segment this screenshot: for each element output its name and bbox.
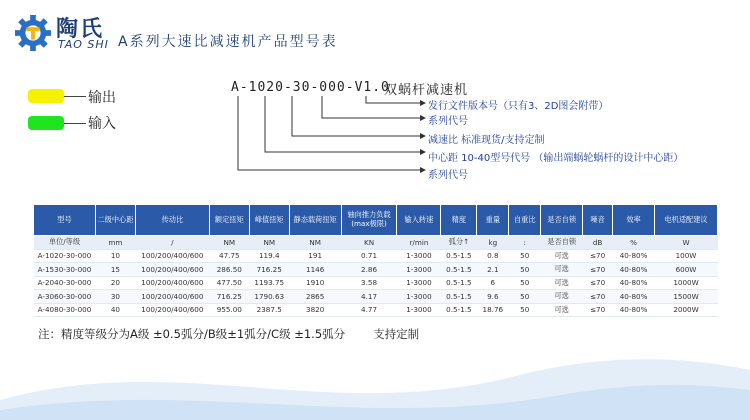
table-cell: 100/200/400/600 bbox=[135, 249, 209, 263]
table-cell: 2387.5 bbox=[249, 303, 289, 317]
column-header: 是否自锁 bbox=[541, 205, 583, 236]
column-header: 自重比 bbox=[509, 205, 541, 236]
brand-name-en: TAO SHI bbox=[58, 38, 109, 51]
model-code: A-1020-30-000-V1.0 bbox=[231, 80, 390, 95]
table-cell: 4.17 bbox=[341, 290, 397, 304]
unit-cell: dB bbox=[583, 236, 613, 250]
unit-cell: : bbox=[509, 236, 541, 250]
custom-note: 支持定制 bbox=[373, 327, 420, 341]
code-desc-version: 发行文件版本号（只有3、2D图会附带） bbox=[428, 101, 609, 112]
table-cell: 1790.63 bbox=[249, 290, 289, 304]
column-header: 重量 bbox=[477, 205, 509, 236]
table-cell: A-3060-30-000 bbox=[34, 290, 96, 304]
unit-cell: mm bbox=[95, 236, 135, 250]
code-desc-ratio: 减速比 标准现货/支持定制 bbox=[428, 135, 545, 146]
table-cell: 50 bbox=[509, 276, 541, 290]
table-cell: A-2040-30-000 bbox=[34, 276, 96, 290]
table-header-row bbox=[34, 205, 718, 236]
table-cell: 40 bbox=[95, 303, 135, 317]
table-cell: 716.25 bbox=[249, 263, 289, 277]
column-header: 传动比 bbox=[135, 205, 209, 236]
unit-cell: NM bbox=[209, 236, 249, 250]
column-header: 输入转速 bbox=[397, 205, 441, 236]
table-cell: 可选 bbox=[541, 290, 583, 304]
table-cell: 286.50 bbox=[209, 263, 249, 277]
table-cell: ≤70 bbox=[583, 290, 613, 304]
column-header: 额定扭矩 bbox=[209, 205, 249, 236]
table-cell: 2000W bbox=[655, 303, 718, 317]
table-cell: 100/200/400/600 bbox=[135, 290, 209, 304]
column-header: 静态载荷扭矩 bbox=[289, 205, 341, 236]
table-cell: 191 bbox=[289, 249, 341, 263]
table-cell: 1-3000 bbox=[397, 249, 441, 263]
unit-cell: / bbox=[135, 236, 209, 250]
table-cell: 0.8 bbox=[477, 249, 509, 263]
table-cell: 10 bbox=[95, 249, 135, 263]
code-desc-series: 系列代号 bbox=[428, 170, 468, 181]
table-cell: 0.5-1.5 bbox=[441, 263, 477, 277]
table-cell: 1910 bbox=[289, 276, 341, 290]
code-desc-series-suffix: 系列代号 bbox=[428, 116, 468, 127]
table-cell: 15 bbox=[95, 263, 135, 277]
table-cell: 可选 bbox=[541, 249, 583, 263]
table-cell: 50 bbox=[509, 290, 541, 304]
column-header: 噪音 bbox=[583, 205, 613, 236]
table-unit-row bbox=[34, 236, 718, 250]
table-cell: 1-3000 bbox=[397, 290, 441, 304]
spec-table bbox=[33, 204, 718, 317]
table-cell: ≤70 bbox=[583, 263, 613, 277]
table-cell: 0.5-1.5 bbox=[441, 276, 477, 290]
column-header: 型号 bbox=[34, 205, 96, 236]
column-header: 峰值扭矩 bbox=[249, 205, 289, 236]
table-cell: 50 bbox=[509, 303, 541, 317]
table-cell: A-4080-30-000 bbox=[34, 303, 96, 317]
table-cell: 6 bbox=[477, 276, 509, 290]
table-cell: 0.5-1.5 bbox=[441, 290, 477, 304]
unit-cell: kg bbox=[477, 236, 509, 250]
table-cell: A-1020-30-000 bbox=[34, 249, 96, 263]
table-cell: 1-3000 bbox=[397, 303, 441, 317]
unit-cell: NM bbox=[249, 236, 289, 250]
table-cell: 100/200/400/600 bbox=[135, 263, 209, 277]
table-row bbox=[34, 276, 718, 290]
table-cell: 955.00 bbox=[209, 303, 249, 317]
table-cell: 1000W bbox=[655, 276, 718, 290]
table-row bbox=[34, 249, 718, 263]
table-cell: 30 bbox=[95, 290, 135, 304]
footnote bbox=[38, 326, 419, 342]
unit-cell: KN bbox=[341, 236, 397, 250]
table-cell: 1500W bbox=[655, 290, 718, 304]
unit-cell: 单位/等级 bbox=[34, 236, 96, 250]
table-cell: 119.4 bbox=[249, 249, 289, 263]
table-cell: ≤70 bbox=[583, 276, 613, 290]
table-cell: 716.25 bbox=[209, 290, 249, 304]
table-cell: 40-80% bbox=[613, 290, 655, 304]
table-cell: 0.5-1.5 bbox=[441, 303, 477, 317]
decorative-wave bbox=[0, 330, 750, 420]
table-row bbox=[34, 290, 718, 304]
table-cell: 1146 bbox=[289, 263, 341, 277]
precision-note: 注：精度等级分为A级 ±0.5弧分/B级±1弧分/C级 ±1.5弧分 bbox=[38, 327, 346, 341]
table-cell: 可选 bbox=[541, 263, 583, 277]
table-cell: 50 bbox=[509, 263, 541, 277]
column-header: 精度 bbox=[441, 205, 477, 236]
table-cell: 100W bbox=[655, 249, 718, 263]
table-cell: 477.50 bbox=[209, 276, 249, 290]
table-cell: 2865 bbox=[289, 290, 341, 304]
table-row bbox=[34, 303, 718, 317]
table-cell: 0.5-1.5 bbox=[441, 249, 477, 263]
table-cell: 47.75 bbox=[209, 249, 249, 263]
table-cell: 1193.75 bbox=[249, 276, 289, 290]
column-header: 电机适配建议 bbox=[655, 205, 718, 236]
unit-cell: % bbox=[613, 236, 655, 250]
table-cell: 100/200/400/600 bbox=[135, 276, 209, 290]
table-cell: 可选 bbox=[541, 303, 583, 317]
table-cell: 4.77 bbox=[341, 303, 397, 317]
page-title: A系列大速比减速机产品型号表 bbox=[118, 34, 338, 50]
table-cell: 40-80% bbox=[613, 249, 655, 263]
table-cell: 40-80% bbox=[613, 303, 655, 317]
model-name: 双蜗杆减速机 bbox=[384, 83, 469, 98]
output-label: 输出 bbox=[88, 90, 116, 106]
table-cell: 1-3000 bbox=[397, 276, 441, 290]
column-header: 轴向推力负载 (max极限) bbox=[341, 205, 397, 236]
brand-name-cn: 陶氏 bbox=[56, 17, 105, 42]
table-cell: ≤70 bbox=[583, 249, 613, 263]
unit-cell: W bbox=[655, 236, 718, 250]
table-cell: ≤70 bbox=[583, 303, 613, 317]
table-cell: 20 bbox=[95, 276, 135, 290]
table-cell: 100/200/400/600 bbox=[135, 303, 209, 317]
table-cell: 40-80% bbox=[613, 263, 655, 277]
table-cell: 40-80% bbox=[613, 276, 655, 290]
table-cell: 2.86 bbox=[341, 263, 397, 277]
table-cell: 18.76 bbox=[477, 303, 509, 317]
unit-cell: 是否自锁 bbox=[541, 236, 583, 250]
code-desc-center-distance: 中心距 10-40型号代号 （输出端蜗轮蜗杆的设计中心距） bbox=[428, 153, 684, 164]
input-label: 输入 bbox=[88, 116, 116, 132]
unit-cell: 弧分↑ bbox=[441, 236, 477, 250]
table-cell: 9.6 bbox=[477, 290, 509, 304]
unit-cell: NM bbox=[289, 236, 341, 250]
unit-cell: r/min bbox=[397, 236, 441, 250]
table-row bbox=[34, 263, 718, 277]
column-header: 二级中心距 bbox=[95, 205, 135, 236]
table-cell: 1-3000 bbox=[397, 263, 441, 277]
table-cell: 0.71 bbox=[341, 249, 397, 263]
table-cell: A-1530-30-000 bbox=[34, 263, 96, 277]
table-cell: 600W bbox=[655, 263, 718, 277]
column-header: 效率 bbox=[613, 205, 655, 236]
table-cell: 3.58 bbox=[341, 276, 397, 290]
table-cell: 可选 bbox=[541, 276, 583, 290]
table-cell: 3820 bbox=[289, 303, 341, 317]
table-cell: 50 bbox=[509, 249, 541, 263]
table-cell: 2.1 bbox=[477, 263, 509, 277]
